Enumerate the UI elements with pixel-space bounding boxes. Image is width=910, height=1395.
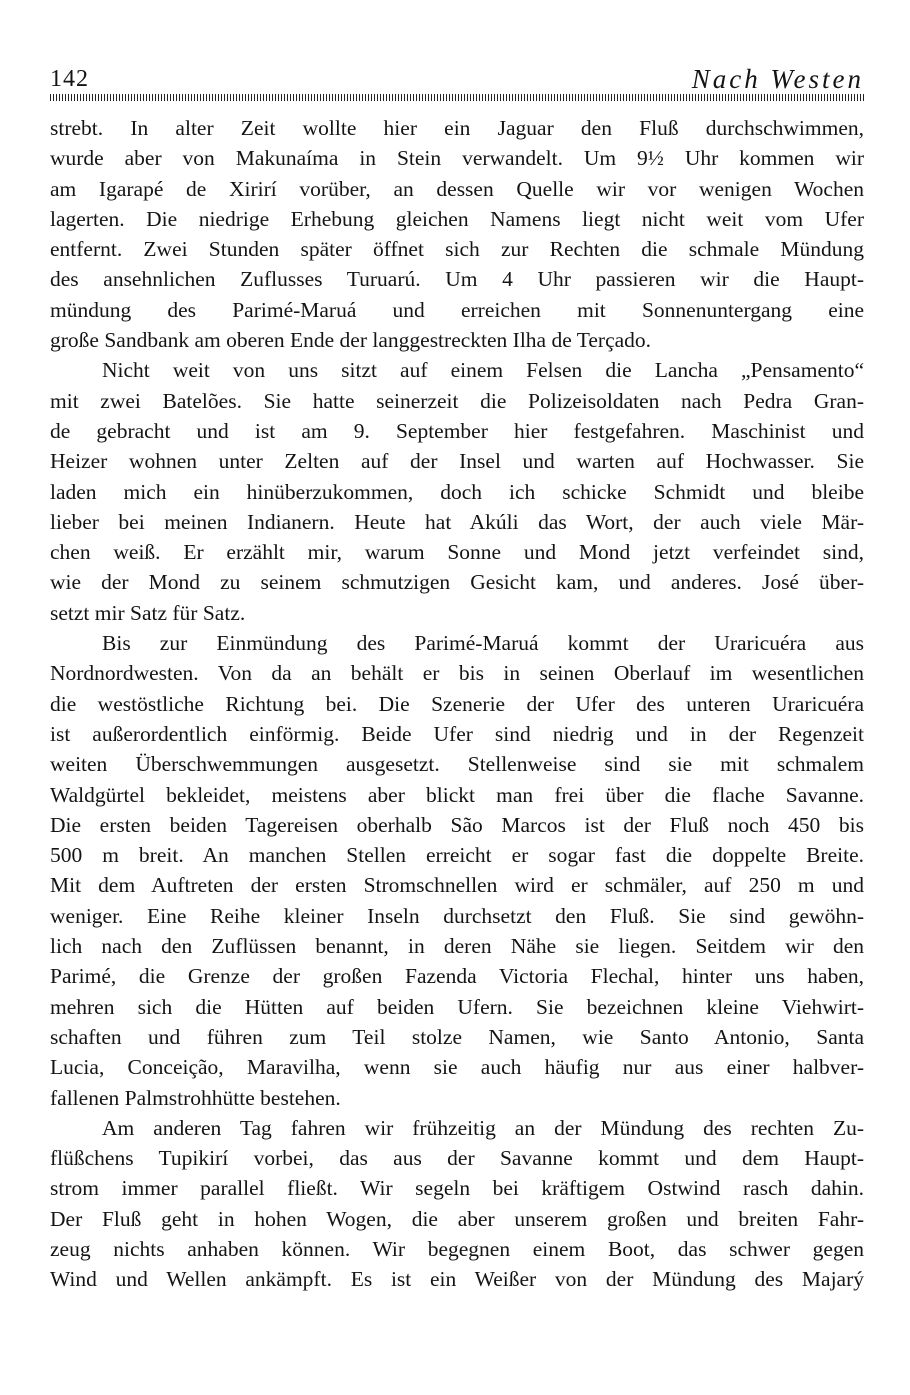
text-line: lagerten. Die niedrige Erhebung gleichen Namens liegt nicht weit vom Ufer — [50, 206, 864, 231]
text-line: mehren sich die Hütten auf beiden Ufern. Sie bezeichnen kleine Viehwirt- — [50, 994, 864, 1019]
text-line: Mit dem Auftreten der ersten Stromschnellen wird er schmäler, auf 250 m und — [50, 873, 864, 898]
text-line: strebt. In alter Zeit wollte hier ein Jaguar den Fluß durchschwimmen, — [50, 116, 864, 140]
text-line: lich nach den Zuflüssen benannt, in deren Nähe sie liegen. Seitdem wir den — [50, 934, 864, 959]
text-line: lieber bei meinen Indianern. Heute hat Akúli das Wort, der auch viele Mär- — [50, 509, 864, 534]
text-line: am Igarapé de Xirirí vorüber, an dessen Quelle wir vor wenigen Wochen — [50, 176, 864, 201]
text-line: Lucia, Conceição, Maravilha, wenn sie auch häufig nur aus einer halbver- — [50, 1055, 864, 1080]
body-text — [50, 113, 864, 1295]
text-line: chen weiß. Er erzählt mir, warum Sonne und Mond jetzt verfeindet sind, — [50, 540, 864, 565]
text-line: des ansehnlichen Zuflusses Turuarú. Um 4 Uhr passieren wir die Haupt- — [50, 267, 864, 292]
text-line: setzt mir Satz für Satz. — [50, 600, 246, 625]
text-line: große Sandbank am oberen Ende der langgestreckten Ilha de Terçado. — [50, 328, 652, 353]
text-line: strom immer parallel fließt. Wir segeln bei kräftigem Ostwind rasch dahin. — [50, 1176, 864, 1201]
text-line: Nicht weit von uns sitzt auf einem Felsen die Lancha „Pensamento“ — [102, 358, 864, 383]
text-line: die westöstliche Richtung bei. Die Szenerie der Ufer des unteren Uraricuéra — [50, 691, 864, 716]
text-line: Der Fluß geht in hohen Wogen, die aber unserem großen und breiten Fahr- — [50, 1206, 864, 1231]
text-line: fallenen Palmstrohhütte bestehen. — [50, 1085, 341, 1110]
text-line: 500 m breit. An manchen Stellen erreicht er sogar fast die doppelte Breite. — [50, 843, 864, 868]
text-line: Am anderen Tag fahren wir frühzeitig an der Mündung des rechten Zu- — [102, 1115, 864, 1140]
text-line: mündung des Parimé-Maruá und erreichen mit Sonnenuntergang eine — [50, 297, 864, 322]
text-line: ist außerordentlich einförmig. Beide Ufer sind niedrig und in der Regenzeit — [50, 721, 864, 746]
text-line: wie der Mond zu seinem schmutzigen Gesicht kam, und anderes. José über- — [50, 570, 864, 595]
page-number: 142 — [50, 66, 89, 92]
text-line: weiten Überschwemmungen ausgesetzt. Stellenweise sind sie mit schmalem — [50, 752, 864, 777]
page-header — [50, 62, 864, 102]
text-line: weniger. Eine Reihe kleiner Inseln durchsetzt den Fluß. Sie sind gewöhn- — [50, 903, 864, 928]
header-rule — [50, 94, 864, 101]
text-line: Wind und Wellen ankämpft. Es ist ein Weißer von der Mündung des Majarý — [50, 1267, 864, 1292]
text-line: schaften und führen zum Teil stolze Namen, wie Santo Antonio, Santa — [50, 1024, 864, 1049]
text-line: mit zwei Batelões. Sie hatte seinerzeit die Polizeisoldaten nach Pedra Gran- — [50, 388, 864, 413]
text-line: Heizer wohnen unter Zelten auf der Insel und warten auf Hochwasser. Sie — [50, 449, 864, 474]
text-line: Bis zur Einmündung des Parimé-Maruá kommt der Uraricuéra aus — [102, 631, 864, 656]
text-line: Nordnordwesten. Von da an behält er bis in seinen Oberlauf im wesentlichen — [50, 661, 864, 686]
text-line: de gebracht und ist am 9. September hier festgefahren. Maschinist und — [50, 418, 864, 443]
running-head: Nach Westen — [691, 64, 864, 94]
text-line: Die ersten beiden Tagereisen oberhalb São Marcos ist der Fluß noch 450 bis — [50, 812, 864, 837]
text-line: Waldgürtel bekleidet, meistens aber blickt man frei über die flache Savanne. — [50, 782, 864, 807]
text-line: wurde aber von Makunaíma in Stein verwandelt. Um 9½ Uhr kommen wir — [50, 146, 864, 171]
text-line: laden mich ein hinüberzukommen, doch ich schicke Schmidt und bleibe — [50, 479, 864, 504]
text-line: entfernt. Zwei Stunden später öffnet sich zur Rechten die schmale Mündung — [50, 237, 864, 262]
text-line: Parimé, die Grenze der großen Fazenda Victoria Flechal, hinter uns haben, — [50, 964, 864, 989]
text-line: zeug nichts anhaben können. Wir begegnen einem Boot, das schwer gegen — [50, 1236, 864, 1261]
text-line: flüßchens Tupikirí vorbei, das aus der Savanne kommt und dem Haupt- — [50, 1146, 864, 1171]
